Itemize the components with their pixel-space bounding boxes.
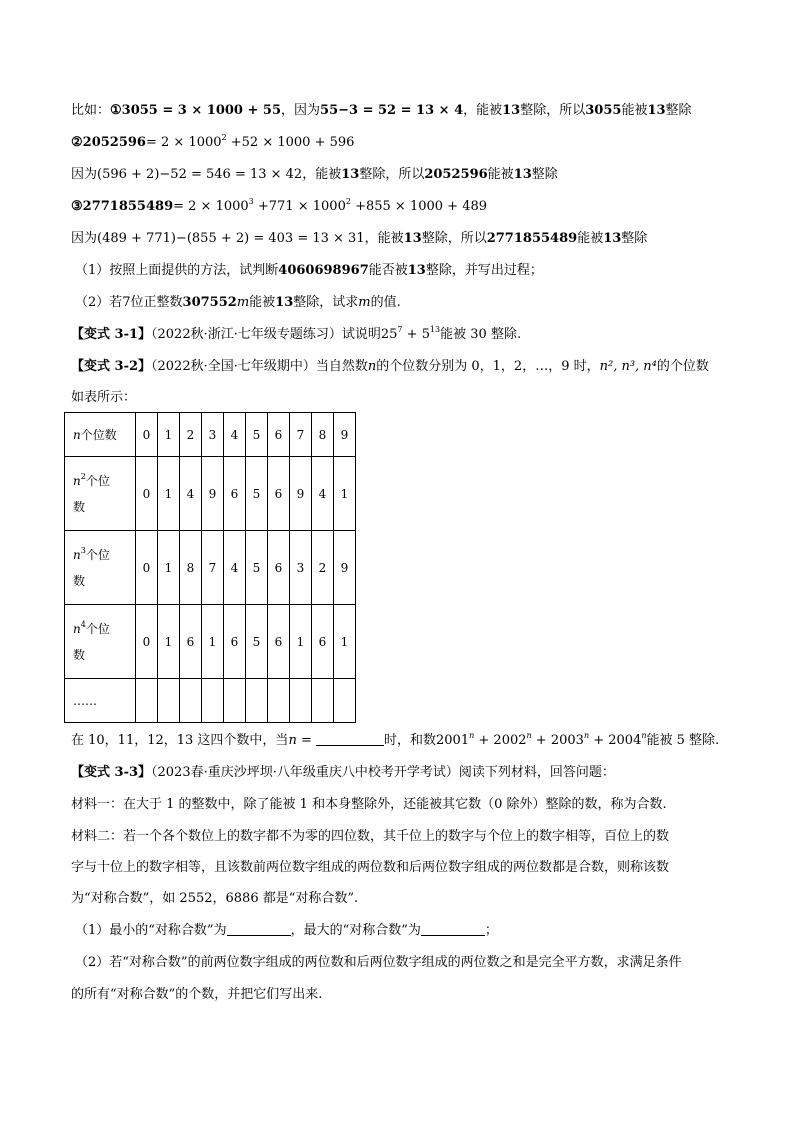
table-cell: 1 xyxy=(158,531,180,605)
example-line-3 xyxy=(71,165,558,185)
table-cell: 6 xyxy=(268,457,290,531)
answer-blank[interactable] xyxy=(316,731,384,746)
table-cell: 6 xyxy=(268,413,290,457)
row-label-text: 数 xyxy=(73,573,86,588)
table-cell xyxy=(158,679,180,723)
table-cell: 4 xyxy=(312,457,334,531)
text: 整除 xyxy=(665,103,692,118)
text: ，能被 xyxy=(302,167,342,182)
number: 5 xyxy=(421,327,430,342)
operator: = xyxy=(296,733,316,748)
text: 整除，并写出过程； xyxy=(425,263,543,278)
answer-blank[interactable] xyxy=(227,921,291,936)
equation: (489 + 771)−(855 + 2) = 403 = 13 × 31 xyxy=(97,231,365,246)
text: 整除，试求 xyxy=(293,295,359,310)
variant-3-2-line-2 xyxy=(71,388,136,408)
text: 能被 xyxy=(577,231,604,246)
row-label-text: 个位 xyxy=(85,547,110,562)
table-cell xyxy=(136,679,158,723)
table-cell: 5 xyxy=(246,605,268,679)
row-label-text: …… xyxy=(73,693,97,708)
powers: n², n³, n⁴ xyxy=(599,359,657,374)
v33-question-2-b xyxy=(71,985,322,1005)
table-cell: 1 xyxy=(158,413,180,457)
table-cell: 4 xyxy=(180,457,202,531)
table-cell: 5 xyxy=(246,457,268,531)
table-cell: 1 xyxy=(334,457,356,531)
number: 2003 xyxy=(550,733,584,748)
example-line-2 xyxy=(71,133,354,153)
table-cell: 6 xyxy=(180,605,202,679)
number: 2771855489 xyxy=(486,231,578,246)
exponent: n xyxy=(583,731,590,740)
exponent: 2 xyxy=(345,197,351,206)
table-cell: 0 xyxy=(136,605,158,679)
text: （2022秋·浙江·七年级专题练习）试说明 xyxy=(151,327,381,342)
table-cell: 1 xyxy=(334,605,356,679)
row-label-text: 数 xyxy=(73,499,86,514)
units-digit-table xyxy=(64,412,356,723)
question-2 xyxy=(75,293,401,313)
number: 13 xyxy=(403,231,422,246)
number: 13 xyxy=(275,295,294,310)
exponent: 2 xyxy=(221,133,227,142)
variable: n xyxy=(73,473,81,488)
text: 整除，所以 xyxy=(359,167,425,182)
table-row xyxy=(65,413,356,457)
equation: 3055 = 3 × 1000 + 55 xyxy=(121,103,282,118)
equation: +52 × 1000 + 596 xyxy=(226,135,355,150)
table-cell xyxy=(224,679,246,723)
example-line-1 xyxy=(71,101,692,121)
row-label-text: 数 xyxy=(73,647,86,662)
circled-number: ① xyxy=(110,103,122,118)
text: 整除 xyxy=(621,231,648,246)
v33-question-2-a xyxy=(75,953,682,973)
table-cell: 8 xyxy=(180,531,202,605)
exponent: 3 xyxy=(80,545,86,555)
row-label xyxy=(65,679,136,723)
text: ，能被 xyxy=(463,103,503,118)
row-label xyxy=(65,605,136,679)
number: 13 xyxy=(502,103,521,118)
number: 2771855489 xyxy=(82,199,174,214)
operator: + xyxy=(531,733,551,748)
exponent: n xyxy=(469,731,475,740)
variant-tag: 【变式 3-1】 xyxy=(71,327,152,342)
text: 字与十位上的数字相等，且该数前两位数字组成的两位数和后两位数字组成的两位数都是合数，则称该数 xyxy=(71,860,670,875)
table-cell: 3 xyxy=(202,413,224,457)
table-cell xyxy=(334,679,356,723)
exponent: 4 xyxy=(80,619,86,629)
number: 2002 xyxy=(493,733,527,748)
table-cell: 3 xyxy=(290,531,312,605)
row-label-text: 个位 xyxy=(85,621,110,636)
number: 2052596 xyxy=(424,167,488,182)
number: 13 xyxy=(647,103,666,118)
variant-tag: 【变式 3-3】 xyxy=(71,765,152,780)
text: 的值. xyxy=(370,295,401,310)
row-label xyxy=(65,413,136,457)
exponent: 13 xyxy=(429,325,441,334)
row-label xyxy=(65,457,136,531)
text: 能被 xyxy=(621,103,648,118)
number: 2001 xyxy=(436,733,470,748)
table-row xyxy=(65,531,356,605)
equation: = 2 × 1000 xyxy=(145,135,222,150)
row-label-text: 个位数 xyxy=(80,427,117,442)
variable: n xyxy=(73,621,81,636)
table-cell: 8 xyxy=(312,413,334,457)
operator: + xyxy=(589,733,609,748)
text: 因为 xyxy=(71,167,98,182)
table-cell: 5 xyxy=(246,413,268,457)
answer-blank[interactable] xyxy=(421,921,485,936)
material-1 xyxy=(71,795,667,815)
table-cell: 7 xyxy=(290,413,312,457)
text: （2022秋·全国·七年级期中）当自然数 xyxy=(151,359,368,374)
text: 时，和数 xyxy=(383,733,436,748)
table-cell: 9 xyxy=(290,457,312,531)
text: ； xyxy=(484,923,498,938)
row-label-text: 个位 xyxy=(85,473,110,488)
after-table-line xyxy=(71,731,719,751)
exponent: n xyxy=(641,731,647,740)
number: 25 xyxy=(380,327,398,342)
table-cell: 0 xyxy=(136,413,158,457)
text: 的所有“对称合数”的个数，并把它们写出来. xyxy=(71,987,323,1002)
table-cell: 2 xyxy=(312,531,334,605)
text: 能被 5 整除. xyxy=(646,733,720,748)
text: ，最大的“对称合数”为 xyxy=(290,923,421,938)
text: 因为 xyxy=(71,231,98,246)
number: 13 xyxy=(407,263,426,278)
number: 4060698967 xyxy=(278,263,369,278)
text: （2）若“对称合数”的前两位数字组成的两位数和后两位数字组成的两位数之和是完全平方数，求满足条件 xyxy=(75,955,682,970)
table-cell: 1 xyxy=(290,605,312,679)
text: 在 10，11，12，13 这四个数中，当 xyxy=(71,733,289,748)
exponent: n xyxy=(526,731,532,740)
variable: m xyxy=(236,295,250,310)
text: 材料二：若一个各个数位上的数字都不为零的四位数，其千位上的数字与个位上的数字相等，百位上的数 xyxy=(71,829,670,844)
table-cell xyxy=(268,679,290,723)
v33-question-1 xyxy=(75,921,498,941)
circled-number: ③ xyxy=(71,199,83,214)
text: 的个位数 xyxy=(656,359,709,374)
table-cell: 1 xyxy=(158,605,180,679)
number: 307552 xyxy=(182,295,237,310)
text: 能被 xyxy=(249,295,276,310)
table-cell: 0 xyxy=(136,531,158,605)
table-cell: 6 xyxy=(312,605,334,679)
table-cell: 4 xyxy=(224,413,246,457)
table-cell: 0 xyxy=(136,457,158,531)
number: 13 xyxy=(603,231,622,246)
example-line-4 xyxy=(71,197,487,217)
text: （2）若7位正整数 xyxy=(75,295,183,310)
example-line-5 xyxy=(71,229,647,249)
variant-3-3 xyxy=(71,763,615,783)
variable: n xyxy=(367,359,377,374)
equation: (596 + 2)−52 = 546 = 13 × 42 xyxy=(97,167,303,182)
equation: = 2 × 1000 xyxy=(173,199,249,214)
table-cell: 2 xyxy=(180,413,202,457)
variable: m xyxy=(358,295,371,310)
material-2-c xyxy=(71,889,358,909)
text: 为“对称合数”，如 2552，6886 都是“对称合数”. xyxy=(71,891,359,906)
text: （1）按照上面提供的方法，试判断 xyxy=(75,263,279,278)
table-row xyxy=(65,679,356,723)
table-cell: 5 xyxy=(246,531,268,605)
equation: +855 × 1000 + 489 xyxy=(350,199,488,214)
operator: + xyxy=(474,733,494,748)
table-cell: 6 xyxy=(268,531,290,605)
circled-number: ② xyxy=(71,135,83,150)
table-cell: 4 xyxy=(224,531,246,605)
exponent: 2 xyxy=(80,471,86,481)
text: 能否被 xyxy=(368,263,408,278)
equation: +771 × 1000 xyxy=(253,199,346,214)
variable: n xyxy=(73,427,81,442)
number: 13 xyxy=(341,167,360,182)
number: 2004 xyxy=(608,733,642,748)
table-cell xyxy=(246,679,268,723)
table-cell: 9 xyxy=(334,531,356,605)
table-cell: 9 xyxy=(202,457,224,531)
variant-3-2 xyxy=(71,357,709,377)
material-2-b xyxy=(71,858,669,878)
number: 3055 xyxy=(585,103,622,118)
text: 整除，所以 xyxy=(520,103,586,118)
text: ，能被 xyxy=(364,231,404,246)
text: 的个位数分别为 0，1，2，…，9 时， xyxy=(376,359,600,374)
row-label xyxy=(65,531,136,605)
text: 如表所示： xyxy=(71,390,137,405)
table-row xyxy=(65,457,356,531)
number: 13 xyxy=(513,167,532,182)
table-cell xyxy=(290,679,312,723)
table-cell: 6 xyxy=(224,457,246,531)
material-2-a xyxy=(71,827,669,847)
table-cell: 7 xyxy=(202,531,224,605)
number: 2052596 xyxy=(82,135,146,150)
table-cell: 1 xyxy=(202,605,224,679)
text: 能被 xyxy=(487,167,514,182)
text: （1）最小的“对称合数”为 xyxy=(75,923,227,938)
text: 整除，所以 xyxy=(421,231,487,246)
equation: 55−3 = 52 = 13 × 4 xyxy=(320,103,464,118)
exponent: 7 xyxy=(397,325,403,334)
operator: + xyxy=(402,327,422,342)
text: （2023春·重庆沙坪坝·八年级重庆八中校考开学考试）阅读下列材料，回答问题： xyxy=(151,765,615,780)
variant-3-1 xyxy=(71,325,521,345)
table-cell: 1 xyxy=(158,457,180,531)
text: ，因为 xyxy=(281,103,321,118)
variable: n xyxy=(288,733,297,748)
text: 比如： xyxy=(71,103,111,118)
table-cell: 9 xyxy=(334,413,356,457)
text: 整除 xyxy=(531,167,558,182)
text: 材料一：在大于 1 的整数中，除了能被 1 和本身整除外，还能被其它数（0 除外）整除的数，称为合数. xyxy=(71,797,667,812)
table-cell xyxy=(180,679,202,723)
text: 能被 30 整除. xyxy=(440,327,522,342)
variant-tag: 【变式 3-2】 xyxy=(71,359,152,374)
table-cell: 6 xyxy=(268,605,290,679)
table-cell: 6 xyxy=(224,605,246,679)
variable: n xyxy=(73,547,81,562)
exponent: 3 xyxy=(248,197,254,206)
table-cell xyxy=(312,679,334,723)
table-row xyxy=(65,605,356,679)
question-1 xyxy=(75,261,543,281)
table-cell xyxy=(202,679,224,723)
